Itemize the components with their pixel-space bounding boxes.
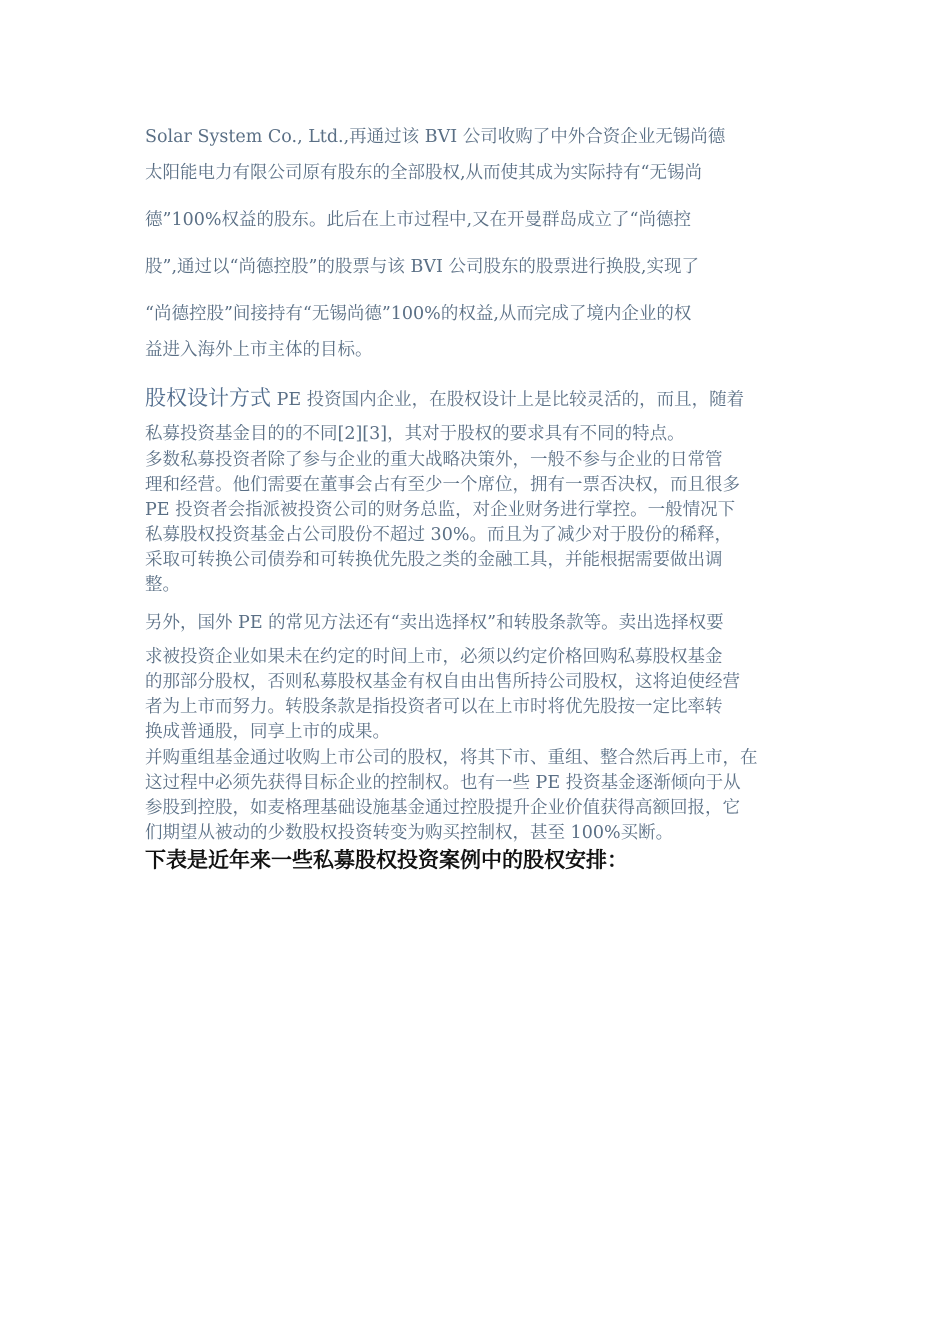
text-line: 股”,通过以“尚德控股”的股票与该 BVI 公司股东的股票进行换股,实现了 xyxy=(145,257,699,277)
text-line: 这过程中必须先获得目标企业的控制权。也有一些 PE 投资基金逐渐倾向于从 xyxy=(145,773,741,793)
paragraph-suntech-restructuring xyxy=(145,124,790,384)
text-line: 另外，国外 PE 的常见方法还有“卖出选择权”和转股条款等。卖出选择权要 xyxy=(145,613,724,633)
text-line: 参股到控股，如麦格理基础设施基金通过控股提升企业价值获得高额回报，它 xyxy=(145,798,740,818)
text-line: 换成普通股，同享上市的成果。 xyxy=(145,722,390,742)
text-line: 采取可转换公司债券和可转换优先股之类的金融工具，并能根据需要做出调 xyxy=(145,550,723,570)
text-line: “尚德控股”间接持有“无锡尚德”100%的权益,从而完成了境内企业的权 xyxy=(145,304,692,324)
text-line: 理和经营。他们需要在董事会占有至少一个席位，拥有一票否决权，而且很多 xyxy=(145,475,740,495)
text-line: 者为上市而努力。转股条款是指投资者可以在上市时将优先股按一定比率转 xyxy=(145,697,723,717)
paragraph-private-investors xyxy=(145,448,790,598)
text-line: 的那部分股权，否则私募股权基金有权自由出售所持公司股权，这将迫使经营 xyxy=(145,672,740,692)
paragraph-put-option xyxy=(145,609,790,745)
text-line: Solar System Co., Ltd.,再通过该 BVI 公司收购了中外合资企业无锡尚德 xyxy=(145,127,726,147)
text-line: 私募股权投资基金占公司股份不超过 30%。而且为了减少对于股份的稀释， xyxy=(145,525,732,545)
paragraph-equity-design-intro xyxy=(145,384,790,456)
text-line: 多数私募投资者除了参与企业的重大战略决策外，一般不参与企业的日常管 xyxy=(145,450,723,470)
text-line: 整。 xyxy=(145,575,180,595)
text-line: 并购重组基金通过收购上市公司的股权，将其下市、重组、整合然后再上市，在 xyxy=(145,748,758,768)
text-line: PE 投资者会指派被投资公司的财务总监，对企业财务进行掌控。一般情况下 xyxy=(145,500,736,520)
section-heading: 股权设计方式 xyxy=(145,386,271,410)
text-line: 益进入海外上市主体的目标。 xyxy=(145,340,373,360)
table-intro-heading: 下表是近年来一些私募股权投资案例中的股权安排： xyxy=(145,847,628,872)
text-line: 太阳能电力有限公司原有股东的全部股权,从而使其成为实际持有“无锡尚 xyxy=(145,163,703,183)
text-run: PE 投资国内企业，在股权设计上是比较灵活的，而且，随着 xyxy=(271,390,745,410)
text-line: 私募投资基金目的的不同[2][3]，其对于股权的要求具有不同的特点。 xyxy=(145,424,685,444)
text-line: 德”100%权益的股东。此后在上市过程中,又在开曼群岛成立了“尚德控 xyxy=(145,210,691,230)
paragraph-buyout-funds xyxy=(145,746,790,846)
text-line xyxy=(145,384,790,420)
text-line: 们期望从被动的少数股权投资转变为购买控制权，甚至 100%买断。 xyxy=(145,823,674,843)
text-line: 求被投资企业如果未在约定的时间上市，必须以约定价格回购私募股权基金 xyxy=(145,647,723,667)
